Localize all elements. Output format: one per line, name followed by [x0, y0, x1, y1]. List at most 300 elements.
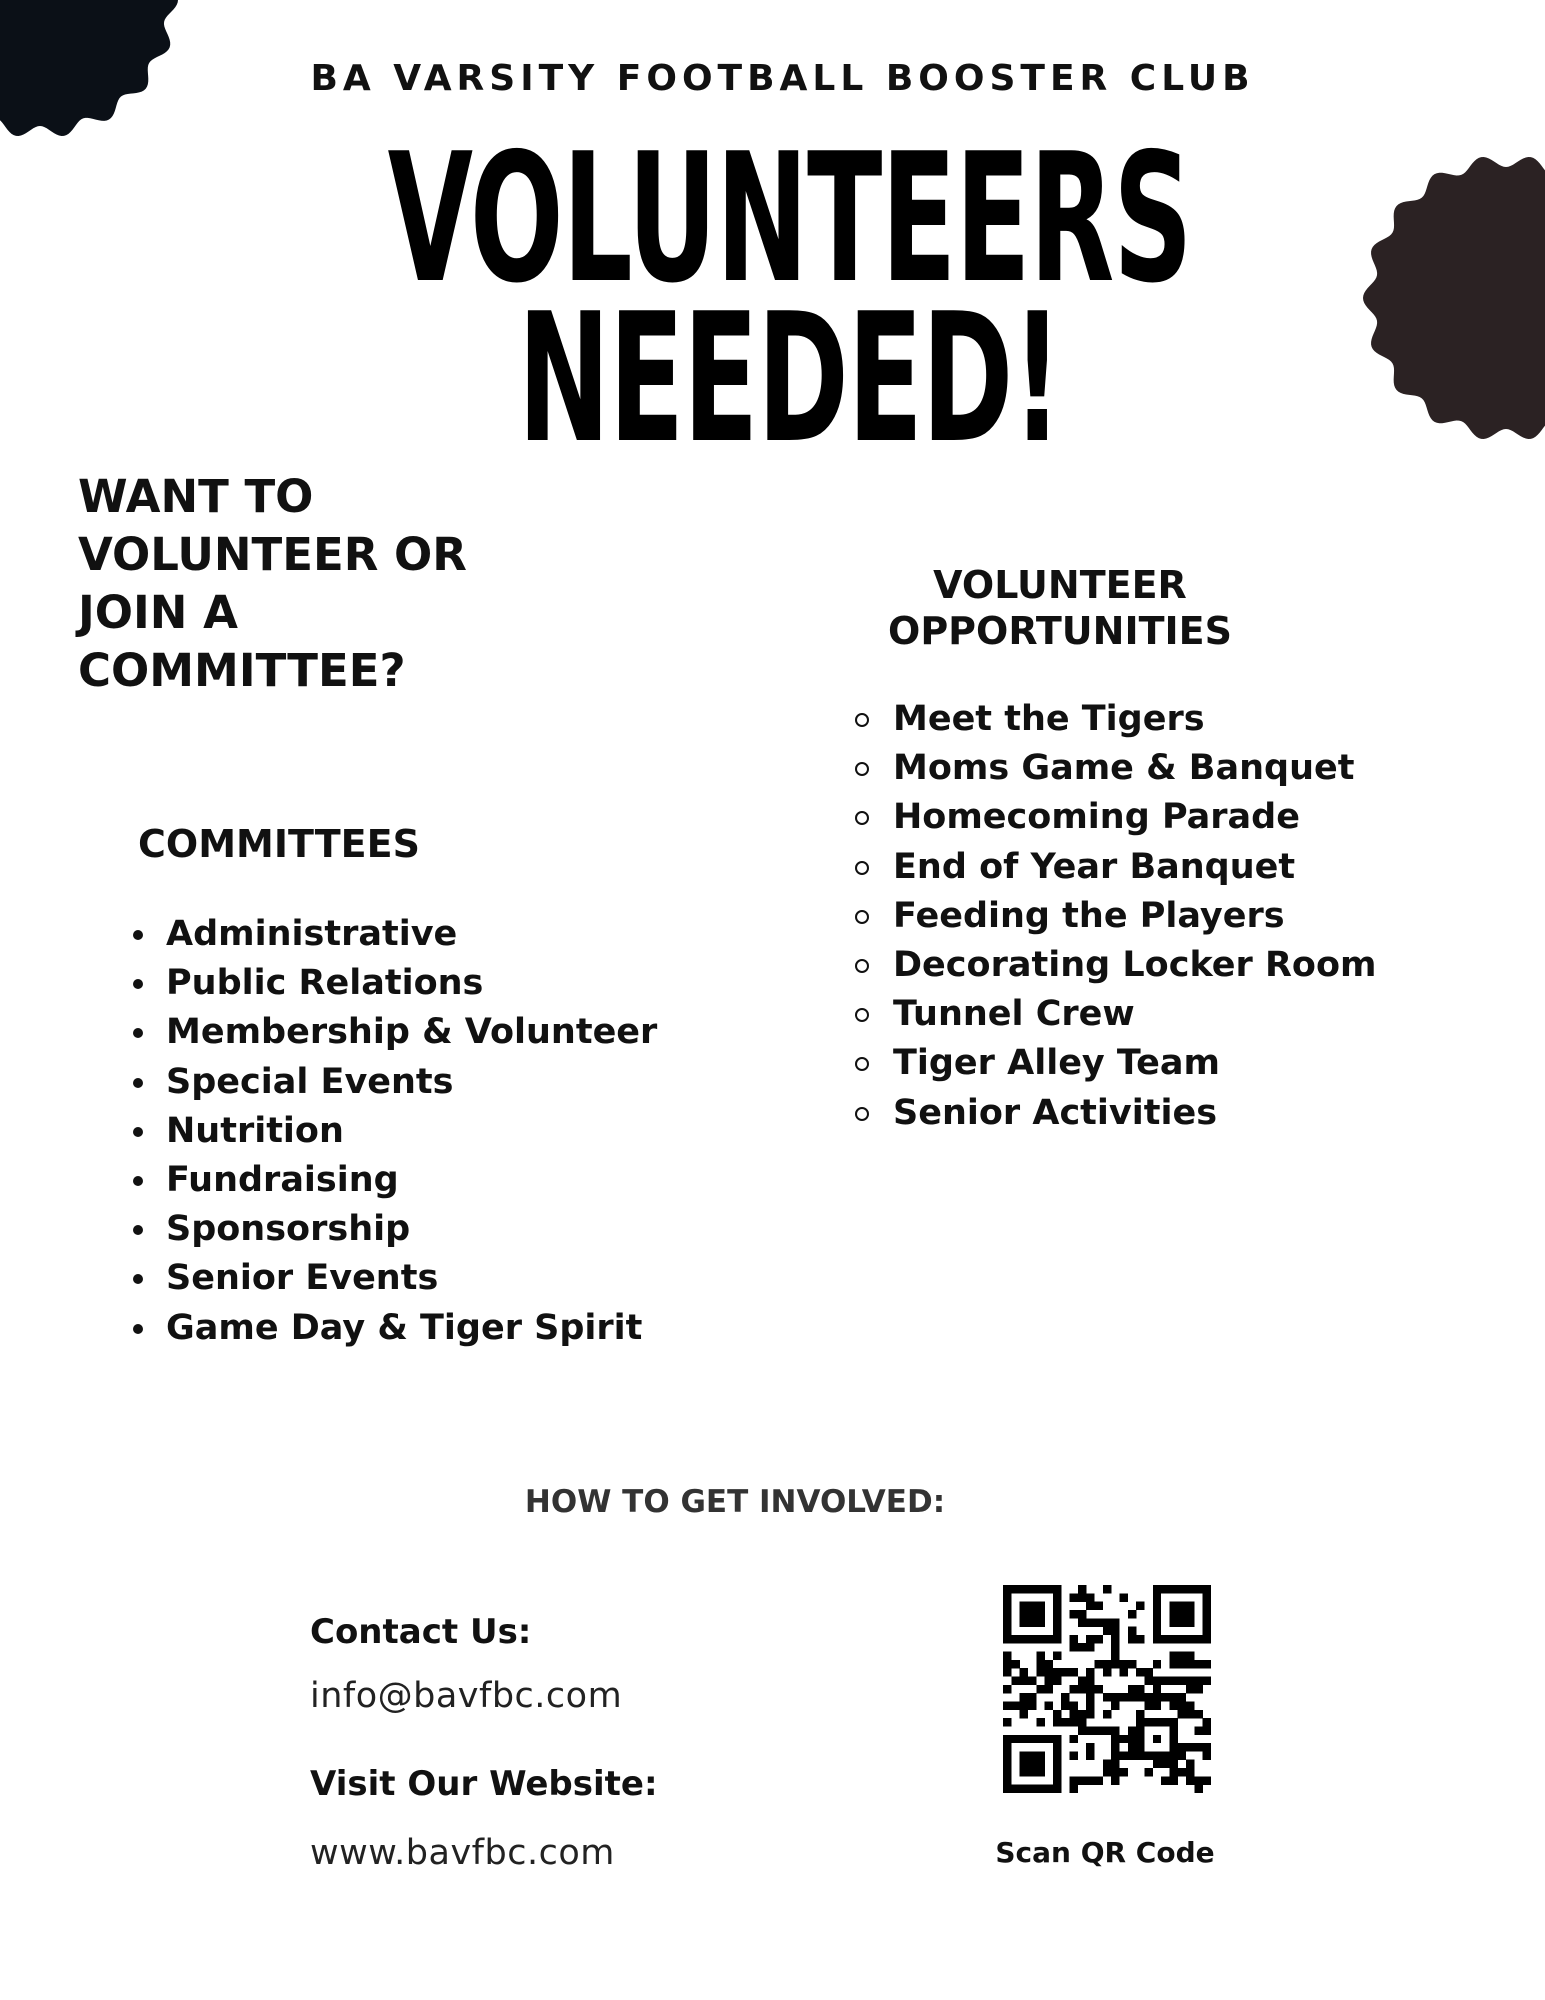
qr-module — [1136, 1710, 1144, 1718]
qr-module — [1011, 1735, 1019, 1743]
qr-module — [1136, 1726, 1144, 1734]
qr-module — [1144, 1701, 1152, 1709]
qr-module — [1194, 1660, 1202, 1668]
opportunities-heading-line: VOLUNTEER — [933, 563, 1187, 607]
qr-module — [1036, 1618, 1044, 1626]
qr-module — [1036, 1610, 1044, 1618]
qr-module — [1070, 1785, 1078, 1793]
qr-module — [1036, 1668, 1044, 1676]
qr-module — [1078, 1685, 1086, 1693]
qr-module — [1028, 1677, 1036, 1685]
committee-item: Fundraising — [166, 1156, 657, 1205]
qr-module — [1119, 1660, 1127, 1668]
qr-module — [1003, 1701, 1011, 1709]
qr-module — [1003, 1593, 1011, 1601]
qr-module — [1036, 1685, 1044, 1693]
qr-module — [1003, 1627, 1011, 1635]
qr-module — [1186, 1710, 1194, 1718]
qr-module — [1153, 1593, 1161, 1601]
qr-module — [1178, 1635, 1186, 1643]
qr-module — [1028, 1760, 1036, 1768]
qr-module — [1203, 1618, 1211, 1626]
qr-module — [1178, 1768, 1186, 1776]
qr-module — [1028, 1618, 1036, 1626]
qr-module — [1053, 1710, 1061, 1718]
qr-module — [1086, 1602, 1094, 1610]
qr-module — [1020, 1668, 1028, 1676]
qr-module — [1036, 1635, 1044, 1643]
qr-module — [1144, 1668, 1152, 1676]
committees-heading: COMMITTEES — [138, 822, 420, 866]
qr-module — [1111, 1701, 1119, 1709]
qr-module — [1020, 1693, 1028, 1701]
qr-module — [1203, 1593, 1211, 1601]
qr-module — [1178, 1610, 1186, 1618]
qr-module — [1036, 1652, 1044, 1660]
qr-module — [1078, 1726, 1086, 1734]
qr-module — [1053, 1776, 1061, 1784]
qr-module — [1153, 1685, 1161, 1693]
volunteer-question-line: JOIN A — [78, 586, 238, 639]
qr-module — [1070, 1685, 1078, 1693]
qr-module — [1186, 1776, 1194, 1784]
committee-item: Senior Events — [166, 1254, 657, 1303]
qr-module — [1086, 1751, 1094, 1759]
qr-module — [1070, 1668, 1078, 1676]
qr-module — [1078, 1618, 1086, 1626]
qr-module — [1203, 1635, 1211, 1643]
qr-module — [1203, 1677, 1211, 1685]
qr-module — [1045, 1701, 1053, 1709]
qr-module — [1111, 1751, 1119, 1759]
volunteer-question-line: COMMITTEE? — [78, 644, 406, 697]
qr-module — [1178, 1701, 1186, 1709]
qr-module — [1169, 1743, 1177, 1751]
qr-module — [1103, 1618, 1111, 1626]
qr-module — [1136, 1718, 1144, 1726]
qr-module — [1194, 1685, 1202, 1693]
qr-module — [1036, 1718, 1044, 1726]
qr-module — [1186, 1652, 1194, 1660]
qr-module — [1136, 1693, 1144, 1701]
qr-module — [1070, 1735, 1078, 1743]
qr-module — [1153, 1735, 1161, 1743]
qr-module — [1086, 1668, 1094, 1676]
website-label: Visit Our Website: — [310, 1764, 658, 1804]
qr-module — [1111, 1643, 1119, 1651]
qr-module — [1111, 1776, 1119, 1784]
qr-module — [1186, 1760, 1194, 1768]
qr-module — [1169, 1735, 1177, 1743]
qr-module — [1186, 1685, 1194, 1693]
qr-module — [1153, 1701, 1161, 1709]
qr-module — [1128, 1610, 1136, 1618]
qr-module — [1194, 1743, 1202, 1751]
qr-module — [1078, 1710, 1086, 1718]
committee-item: Nutrition — [166, 1107, 657, 1156]
qr-module — [1020, 1735, 1028, 1743]
qr-module — [1203, 1660, 1211, 1668]
qr-module — [1111, 1743, 1119, 1751]
qr-module — [1161, 1751, 1169, 1759]
qr-module — [1061, 1668, 1069, 1676]
qr-module — [1011, 1677, 1019, 1685]
qr-module — [1144, 1718, 1152, 1726]
qr-module — [1169, 1693, 1177, 1701]
qr-module — [1053, 1751, 1061, 1759]
qr-module — [1194, 1635, 1202, 1643]
qr-module — [1003, 1685, 1011, 1693]
qr-module — [1194, 1585, 1202, 1593]
headline-volunteers: VOLUNTEERS — [387, 115, 1192, 322]
qr-module — [1028, 1735, 1036, 1743]
qr-module — [1161, 1760, 1169, 1768]
qr-module — [1070, 1776, 1078, 1784]
qr-module — [1078, 1610, 1086, 1618]
qr-code-caption: Scan QR Code — [995, 1836, 1215, 1869]
qr-module — [1028, 1768, 1036, 1776]
qr-module — [1153, 1618, 1161, 1626]
qr-module — [1169, 1776, 1177, 1784]
qr-module — [1086, 1710, 1094, 1718]
qr-module — [1086, 1776, 1094, 1784]
qr-module — [1144, 1768, 1152, 1776]
qr-module — [1036, 1602, 1044, 1610]
qr-module — [1003, 1776, 1011, 1784]
qr-module — [1153, 1602, 1161, 1610]
qr-module — [1111, 1618, 1119, 1626]
qr-module — [1070, 1701, 1078, 1709]
qr-module — [1086, 1743, 1094, 1751]
qr-module — [1136, 1635, 1144, 1643]
qr-module — [1086, 1593, 1094, 1601]
volunteer-question — [78, 468, 578, 700]
qr-module — [1070, 1710, 1078, 1718]
qr-module — [1111, 1726, 1119, 1734]
qr-module — [1061, 1693, 1069, 1701]
qr-module — [1161, 1718, 1169, 1726]
qr-module — [1095, 1602, 1103, 1610]
qr-module — [1070, 1718, 1078, 1726]
qr-module — [1178, 1677, 1186, 1685]
qr-module — [1186, 1677, 1194, 1685]
qr-module — [1169, 1677, 1177, 1685]
opportunity-item: Senior Activities — [893, 1089, 1376, 1138]
qr-module — [1053, 1668, 1061, 1676]
qr-module — [1186, 1635, 1194, 1643]
opportunity-item: Feeding the Players — [893, 892, 1376, 941]
qr-module — [1020, 1635, 1028, 1643]
qr-module — [1153, 1677, 1161, 1685]
qr-module — [1178, 1751, 1186, 1759]
qr-module — [1003, 1785, 1011, 1793]
qr-module — [1103, 1660, 1111, 1668]
qr-module — [1119, 1768, 1127, 1776]
qr-module — [1003, 1610, 1011, 1618]
qr-module — [1169, 1585, 1177, 1593]
contact-us-label: Contact Us: — [310, 1612, 532, 1652]
qr-module — [1045, 1635, 1053, 1643]
qr-module — [1020, 1618, 1028, 1626]
qr-module — [1178, 1710, 1186, 1718]
qr-module — [1053, 1743, 1061, 1751]
qr-module — [1119, 1751, 1127, 1759]
qr-module — [1194, 1710, 1202, 1718]
qr-module — [1045, 1677, 1053, 1685]
qr-module — [1095, 1776, 1103, 1784]
qr-module — [1119, 1593, 1127, 1601]
qr-module — [1194, 1726, 1202, 1734]
qr-module — [1078, 1585, 1086, 1593]
qr-module — [1086, 1685, 1094, 1693]
volunteer-opportunities-heading — [860, 562, 1260, 654]
committee-item: Membership & Volunteer — [166, 1008, 657, 1057]
qr-module — [1045, 1785, 1053, 1793]
qr-module — [1111, 1693, 1119, 1701]
qr-module — [1020, 1585, 1028, 1593]
opportunity-item: Meet the Tigers — [893, 695, 1376, 744]
committee-item: Administrative — [166, 910, 657, 959]
qr-module — [1186, 1610, 1194, 1618]
qr-module — [1003, 1668, 1011, 1676]
website-link[interactable]: www.bavfbc.com — [310, 1833, 615, 1873]
qr-module — [1028, 1693, 1036, 1701]
qr-module — [1103, 1693, 1111, 1701]
qr-module — [1053, 1677, 1061, 1685]
qr-module — [1086, 1701, 1094, 1709]
qr-module — [1003, 1660, 1011, 1668]
qr-module — [1053, 1635, 1061, 1643]
qr-module — [1028, 1751, 1036, 1759]
qr-module — [1053, 1760, 1061, 1768]
qr-module — [1045, 1668, 1053, 1676]
committee-item: Sponsorship — [166, 1205, 657, 1254]
qr-module — [1153, 1751, 1161, 1759]
qr-module — [1020, 1602, 1028, 1610]
qr-module — [1103, 1760, 1111, 1768]
qr-module — [1045, 1735, 1053, 1743]
qr-module — [1003, 1735, 1011, 1743]
qr-module — [1144, 1693, 1152, 1701]
qr-module — [1119, 1668, 1127, 1676]
qr-module — [1153, 1610, 1161, 1618]
qr-module — [1169, 1660, 1177, 1668]
qr-module — [1053, 1618, 1061, 1626]
qr-module — [1020, 1710, 1028, 1718]
qr-module — [1003, 1751, 1011, 1759]
qr-module — [1169, 1602, 1177, 1610]
qr-code-icon[interactable] — [1003, 1585, 1211, 1793]
committees-list — [166, 910, 657, 1353]
qr-module — [1194, 1785, 1202, 1793]
qr-module — [1161, 1585, 1169, 1593]
qr-module — [1161, 1677, 1169, 1685]
qr-module — [1203, 1743, 1211, 1751]
qr-module — [1144, 1751, 1152, 1759]
qr-module — [1045, 1585, 1053, 1593]
opportunity-item: Homecoming Parade — [893, 793, 1376, 842]
qr-module — [1061, 1701, 1069, 1709]
qr-module — [1036, 1785, 1044, 1793]
qr-module — [1178, 1743, 1186, 1751]
qr-module — [1053, 1610, 1061, 1618]
qr-module — [1178, 1585, 1186, 1593]
qr-module — [1111, 1735, 1119, 1743]
qr-module — [1111, 1652, 1119, 1660]
opportunity-item: Tunnel Crew — [893, 990, 1376, 1039]
qr-module — [1136, 1743, 1144, 1751]
qr-module — [1061, 1718, 1069, 1726]
decorative-burst-right — [1360, 152, 1545, 444]
qr-module — [1070, 1635, 1078, 1643]
qr-module — [1086, 1618, 1094, 1626]
qr-module — [1128, 1685, 1136, 1693]
qr-module — [1045, 1685, 1053, 1693]
qr-module — [1119, 1693, 1127, 1701]
contact-email[interactable]: info@bavfbc.com — [310, 1676, 623, 1716]
qr-module — [1078, 1643, 1086, 1651]
qr-module — [1003, 1618, 1011, 1626]
qr-module — [1103, 1627, 1111, 1635]
qr-module — [1161, 1776, 1169, 1784]
qr-module — [1153, 1585, 1161, 1593]
qr-module — [1103, 1710, 1111, 1718]
qr-module — [1169, 1701, 1177, 1709]
qr-module — [1011, 1635, 1019, 1643]
qr-module — [1128, 1735, 1136, 1743]
qr-module — [1078, 1718, 1086, 1726]
qr-module — [1169, 1635, 1177, 1643]
qr-module — [1111, 1768, 1119, 1776]
qr-module — [1020, 1677, 1028, 1685]
qr-module — [1011, 1701, 1019, 1709]
qr-module — [1128, 1627, 1136, 1635]
qr-module — [1053, 1735, 1061, 1743]
qr-module — [1153, 1693, 1161, 1701]
qr-module — [1036, 1585, 1044, 1593]
opportunity-item: End of Year Banquet — [893, 843, 1376, 892]
qr-module — [1020, 1610, 1028, 1618]
qr-module — [1169, 1768, 1177, 1776]
qr-module — [1003, 1718, 1011, 1726]
qr-module — [1020, 1751, 1028, 1759]
qr-module — [1028, 1635, 1036, 1643]
qr-module — [1086, 1677, 1094, 1685]
qr-module — [1153, 1718, 1161, 1726]
qr-module — [1144, 1677, 1152, 1685]
qr-module — [1011, 1660, 1019, 1668]
qr-module — [1153, 1760, 1161, 1768]
committee-item: Special Events — [166, 1058, 657, 1107]
headline-needed: NEEDED! — [517, 275, 1062, 482]
qr-module — [1053, 1718, 1061, 1726]
qr-module — [1203, 1718, 1211, 1726]
qr-module — [1203, 1610, 1211, 1618]
qr-module — [1161, 1635, 1169, 1643]
qr-module — [1020, 1701, 1028, 1709]
qr-module — [1128, 1693, 1136, 1701]
qr-module — [1086, 1693, 1094, 1701]
qr-module — [1003, 1652, 1011, 1660]
qr-module — [1020, 1768, 1028, 1776]
qr-module — [1011, 1585, 1019, 1593]
qr-module — [1178, 1652, 1186, 1660]
qr-module — [1153, 1660, 1161, 1668]
committee-item: Public Relations — [166, 959, 657, 1008]
qr-module — [1119, 1735, 1127, 1743]
opportunity-item: Moms Game & Banquet — [893, 744, 1376, 793]
qr-module — [1095, 1618, 1103, 1626]
qr-module — [1003, 1602, 1011, 1610]
qr-module — [1070, 1593, 1078, 1601]
qr-module — [1003, 1585, 1011, 1593]
qr-module — [1178, 1618, 1186, 1626]
qr-module — [1095, 1685, 1103, 1693]
qr-module — [1036, 1760, 1044, 1768]
qr-module — [1136, 1668, 1144, 1676]
qr-module — [1128, 1635, 1136, 1643]
qr-module — [1053, 1768, 1061, 1776]
qr-module — [1053, 1785, 1061, 1793]
qr-module — [1036, 1660, 1044, 1668]
qr-module — [1169, 1652, 1177, 1660]
qr-module — [1070, 1610, 1078, 1618]
qr-module — [1203, 1751, 1211, 1759]
qr-module — [1186, 1602, 1194, 1610]
qr-module — [1203, 1627, 1211, 1635]
qr-module — [1036, 1735, 1044, 1743]
qr-module — [1003, 1743, 1011, 1751]
qr-module — [1078, 1677, 1086, 1685]
qr-module — [1028, 1610, 1036, 1618]
qr-module — [1169, 1760, 1177, 1768]
qr-module — [1086, 1643, 1094, 1651]
qr-module — [1028, 1701, 1036, 1709]
qr-module — [1053, 1593, 1061, 1601]
qr-module — [1053, 1602, 1061, 1610]
qr-module — [1078, 1776, 1086, 1784]
qr-module — [1078, 1593, 1086, 1601]
qr-module — [1036, 1768, 1044, 1776]
qr-module — [1161, 1693, 1169, 1701]
qr-module — [1186, 1768, 1194, 1776]
qr-module — [1136, 1602, 1144, 1610]
qr-module — [1111, 1760, 1119, 1768]
qr-module — [1178, 1602, 1186, 1610]
how-to-get-involved-heading: HOW TO GET INVOLVED: — [524, 1484, 946, 1520]
qr-module — [1128, 1743, 1136, 1751]
qr-module — [1203, 1776, 1211, 1784]
qr-module — [1186, 1660, 1194, 1668]
qr-module — [1086, 1635, 1094, 1643]
qr-module — [1128, 1726, 1136, 1734]
qr-module — [1086, 1726, 1094, 1734]
qr-module — [1053, 1652, 1061, 1660]
qr-module — [1186, 1618, 1194, 1626]
qr-module — [1203, 1585, 1211, 1593]
qr-module — [1003, 1635, 1011, 1643]
qr-module — [1153, 1635, 1161, 1643]
qr-module — [1095, 1726, 1103, 1734]
qr-module — [1111, 1635, 1119, 1643]
qr-module — [1169, 1718, 1177, 1726]
qr-module — [1178, 1693, 1186, 1701]
qr-module — [1203, 1726, 1211, 1734]
opportunities-heading-line: OPPORTUNITIES — [888, 609, 1232, 653]
qr-module — [1028, 1585, 1036, 1593]
qr-module — [1053, 1585, 1061, 1593]
qr-module — [1095, 1635, 1103, 1643]
